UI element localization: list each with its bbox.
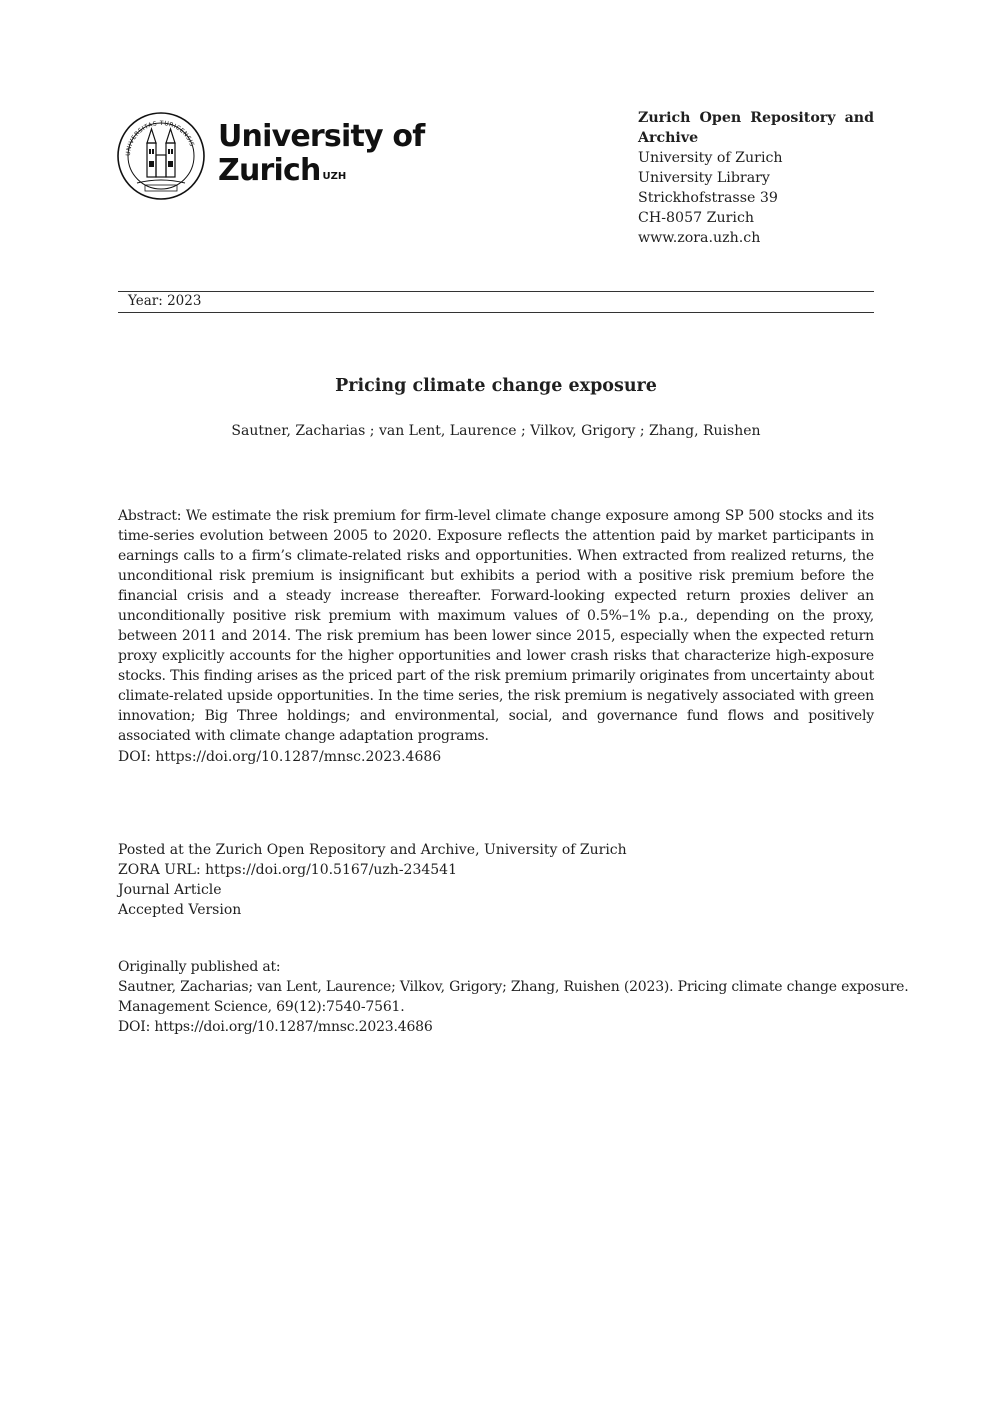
posting-line: Accepted Version	[118, 902, 242, 918]
publication-year: Year: 2023	[128, 293, 202, 309]
repository-line: CH-8057 Zurich	[638, 210, 755, 226]
original-publication	[118, 957, 909, 1037]
zora-url[interactable]: ZORA URL: https://doi.org/10.5167/uzh-234541	[118, 862, 457, 878]
paper-title: Pricing climate change exposure	[335, 376, 657, 396]
top-rule	[118, 291, 874, 292]
repository-line: University of Zurich	[638, 150, 783, 166]
paper-authors: Sautner, Zacharias ; van Lent, Laurence ; Vilkov, Grigory ; Zhang, Ruishen	[231, 423, 761, 439]
repository-name: Zurich Open Repository and Archive	[638, 110, 874, 146]
citation-line: Management Science, 69(12):7540-7561.	[118, 999, 405, 1015]
abstract: Abstract: We estimate the risk premium for firm-level climate change exposure among SP 500 stocks and its time-series evolution between 2005 to 2020. Exposure reflects the attention paid by market participants in earnings calls to a firm’s climate-related risks and opportunities. When extracted from realized returns, the unconditional risk premium is insignificant but exhibits a period with a positive risk premium before the financial crisis and a steady increase thereafter. Forward-looking expected return proxies deliver an unconditionally positive risk premium with maximum values of 0.5%–1% p.a., depending on the proxy, between 2011 and 2014. The risk premium has been lower since 2015, especially when the expected return proxy explicitly accounts for the higher opportunities and lower crash risks that characterize high-exposure stocks. This finding arises as the priced part of the risk premium primarily originates from uncertainty about climate-related upside opportunities. In the time series, the risk premium is negatively associated with green innovation; Big Three holdings; and environmental, social, and governance fund flows and positively associated with climate change adaptation programs.	[118, 508, 874, 744]
original-heading: Originally published at:	[118, 959, 281, 975]
wordmark-zurich: Zurich	[218, 153, 321, 188]
wordmark-uzh: UZH	[322, 171, 347, 182]
wordmark-line-1: University of	[218, 119, 425, 154]
university-wordmark	[218, 120, 424, 188]
svg-text:UNIVERSITAS TURICENSIS: UNIVERSITAS TURICENSIS	[124, 119, 196, 157]
bottom-rule	[118, 312, 874, 313]
repository-url[interactable]: www.zora.uzh.ch	[638, 230, 761, 246]
citation-line: Sautner, Zacharias; van Lent, Laurence; Vilkov, Grigory; Zhang, Ruishen (2023). Pricing climate change exposure.	[118, 979, 909, 995]
posting-line: Posted at the Zurich Open Repository and Archive, University of Zurich	[118, 842, 627, 858]
repository-line: Strickhofstrasse 39	[638, 190, 778, 206]
wordmark-line-2	[218, 154, 424, 188]
doi-link[interactable]: DOI: https://doi.org/10.1287/mnsc.2023.4686	[118, 749, 442, 765]
posting-info	[118, 840, 627, 920]
repository-address	[638, 108, 874, 248]
repository-line: University Library	[638, 170, 770, 186]
posting-line: Journal Article	[118, 882, 222, 898]
original-doi-link[interactable]: DOI: https://doi.org/10.1287/mnsc.2023.4686	[118, 1019, 433, 1035]
